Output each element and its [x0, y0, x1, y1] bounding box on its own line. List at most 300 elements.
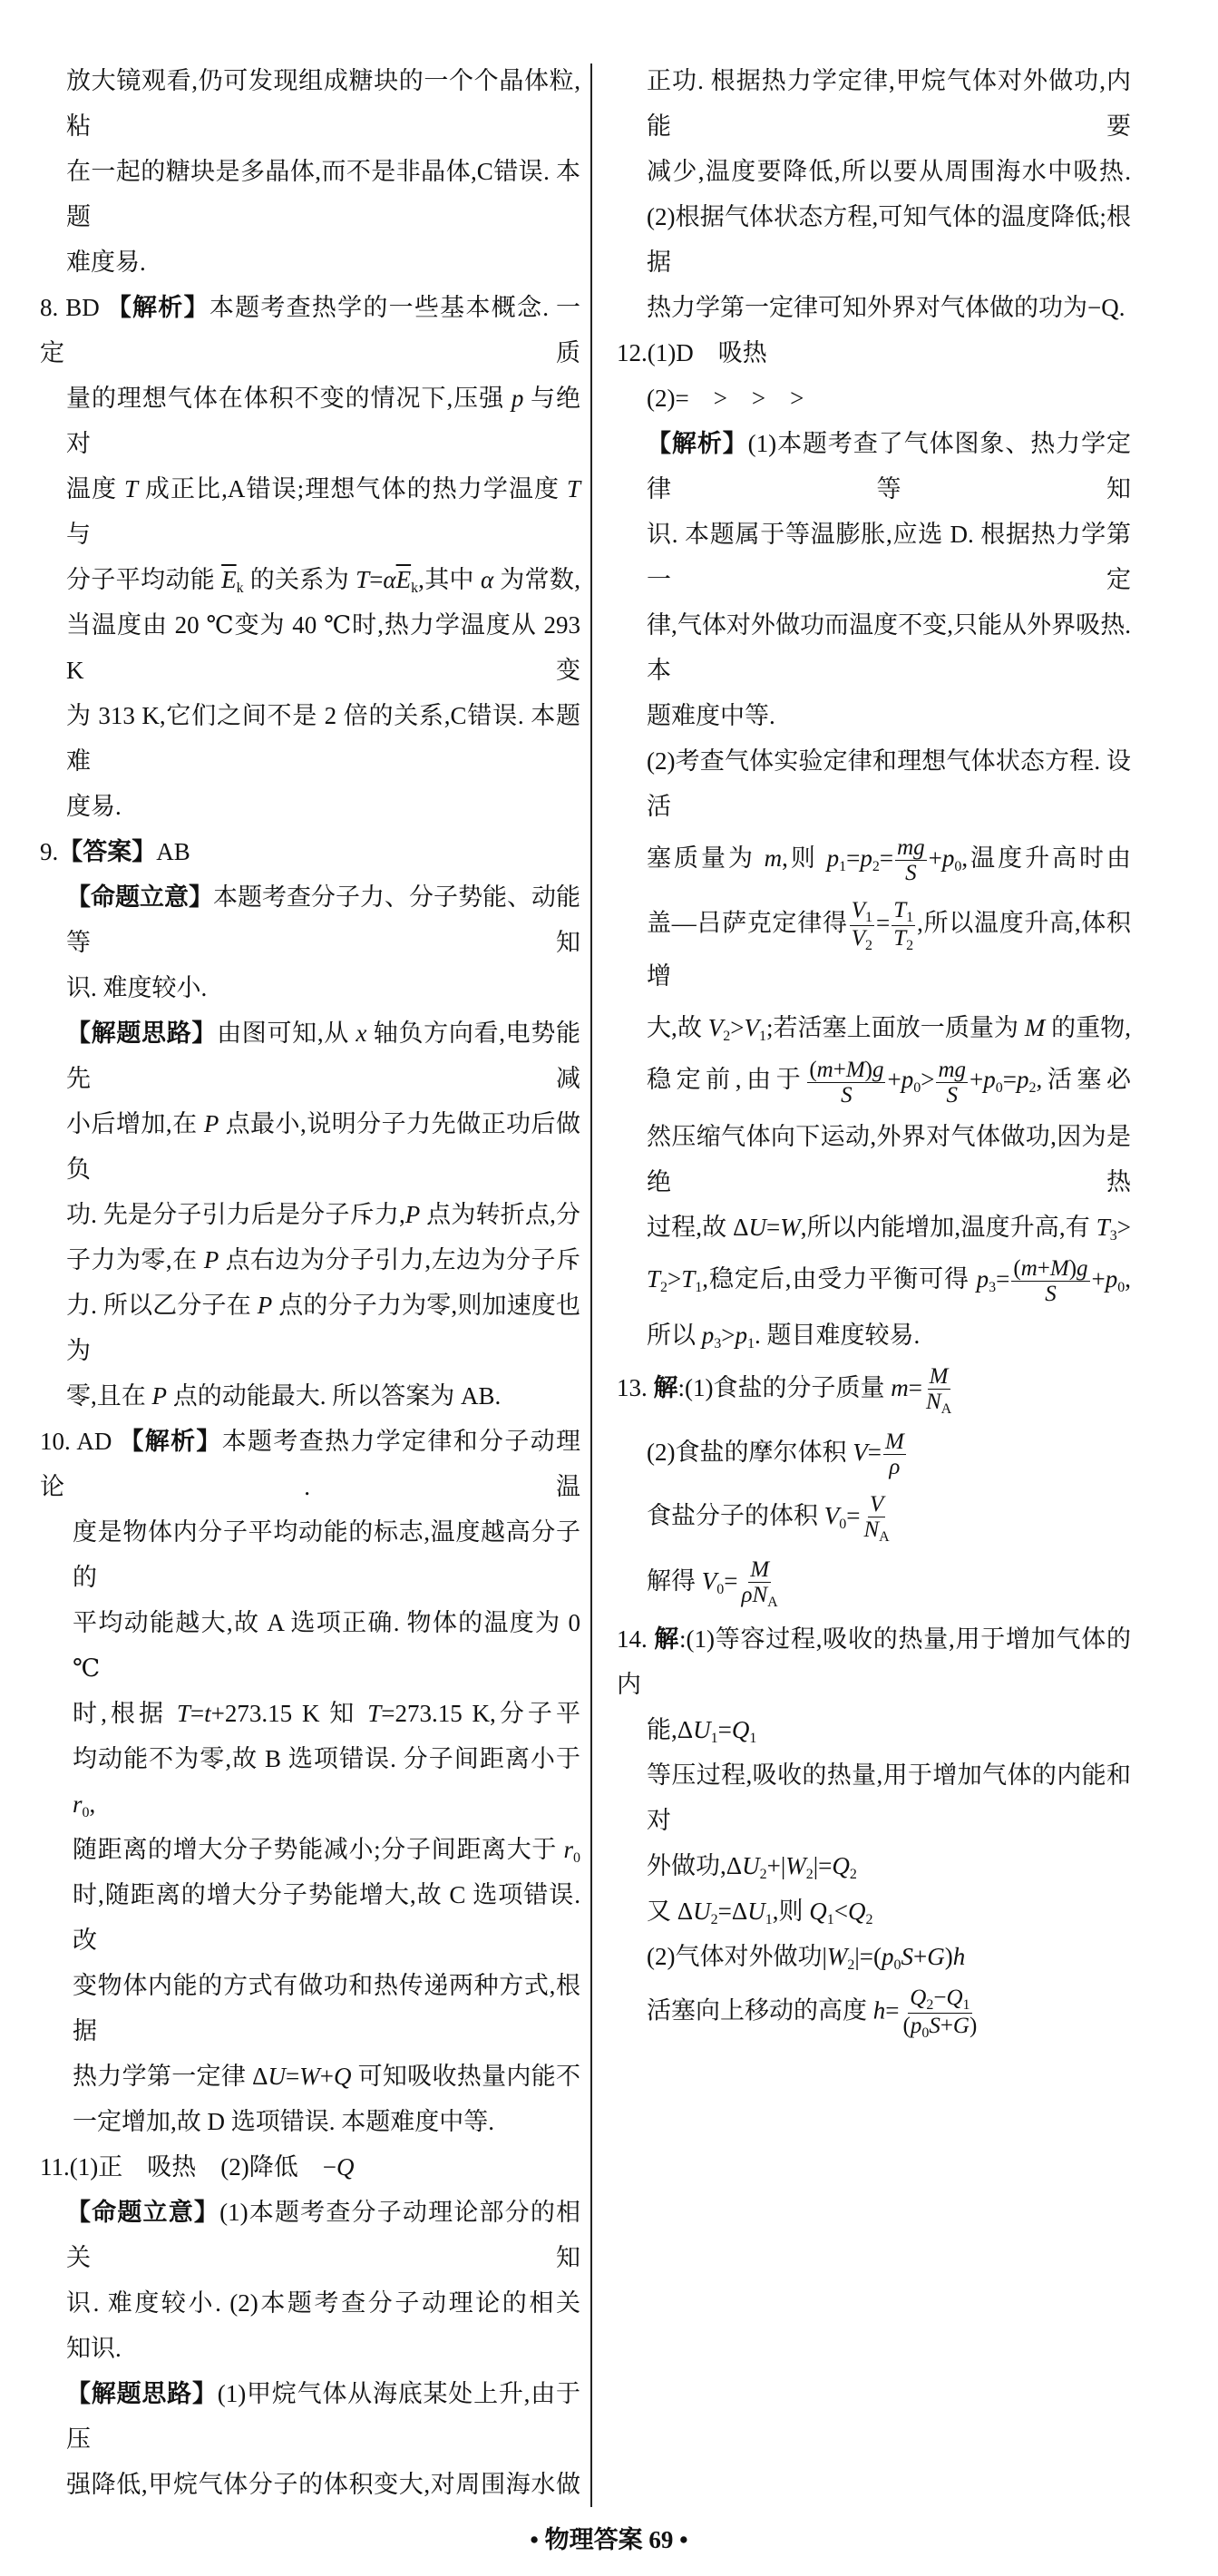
subscript: 2: [723, 1029, 731, 1045]
text-run: (1)甲烷气体从海底某处上升,由于压: [66, 2380, 581, 2453]
text-run: 温度: [66, 475, 125, 503]
text-run: 零,且在: [66, 1382, 152, 1410]
math-variable: M: [929, 1363, 949, 1389]
text-line: [647, 512, 1131, 602]
text-run: ,则: [772, 1898, 810, 1926]
text-line: [40, 1419, 580, 1509]
math-variable: mg: [897, 835, 925, 861]
math-variable: r: [563, 1836, 573, 1863]
subscript: 0: [82, 1805, 90, 1820]
subscript: 2: [759, 1867, 767, 1883]
math-variable: V: [823, 1502, 840, 1530]
subscript: k: [411, 581, 419, 596]
math-variable: p: [910, 2014, 922, 2039]
text-run: 分子平均动能: [66, 566, 222, 593]
subscript: 3: [1109, 1227, 1117, 1244]
math-variable: p: [882, 1943, 894, 1971]
text-run: 一定增加,故 D 选项错误. 本题难度中等.: [73, 2108, 494, 2135]
text-line: [40, 2144, 580, 2190]
text-run: (: [809, 1057, 817, 1082]
math-variable: p: [1016, 1066, 1029, 1094]
text-run: . 题目难度较易.: [754, 1321, 921, 1349]
subscript: 1: [758, 1029, 766, 1045]
text-run: 为常数,: [493, 566, 581, 593]
text-line: [617, 330, 1131, 376]
text-line: [647, 1752, 1131, 1843]
subscript: 2: [865, 1912, 873, 1928]
text-line: [66, 376, 580, 466]
subscript: 0: [716, 1582, 725, 1598]
text-run: ,稳定后,由受力平衡可得: [702, 1264, 977, 1293]
math-variable: p: [983, 1066, 996, 1094]
text-run: ): [1068, 1255, 1077, 1281]
section-tag: 解: [654, 1625, 680, 1654]
section-tag: 【命题立意】: [66, 2199, 220, 2226]
math-variable: p: [826, 844, 840, 872]
math-variable: T: [176, 1700, 190, 1727]
text-run: 本题考查分子力、分子势能、动能等知: [66, 883, 580, 956]
text-run: ,温度升高时由: [961, 844, 1132, 872]
text-run: 活塞向上移动的高度: [647, 1996, 873, 2025]
math-variable: S: [905, 861, 917, 886]
text-line: [66, 149, 580, 239]
math-variable: W: [299, 2063, 320, 2090]
text-run: >: [721, 1321, 736, 1349]
text-line: [66, 2462, 580, 2507]
math-variable: g: [872, 1057, 884, 1082]
subscript: k: [236, 581, 244, 596]
math-variable: Q: [910, 1986, 927, 2011]
text-run: +: [833, 1057, 846, 1082]
math-variable: M: [1024, 1014, 1046, 1042]
text-line: [66, 466, 580, 557]
text-run: 由图可知,从: [217, 1020, 356, 1047]
numerator: [895, 835, 927, 861]
math-variable: Q: [334, 2063, 352, 2090]
subscript: 2: [805, 1867, 814, 1883]
subscript: 2: [926, 1997, 934, 2014]
text-line: [647, 1707, 1131, 1752]
subscript: 2: [1028, 1080, 1037, 1097]
text-line: [66, 58, 580, 149]
text-run: 大,故: [647, 1014, 708, 1042]
math-variable: m: [1020, 1255, 1038, 1281]
subscript: 0: [893, 1957, 901, 1974]
subscript: 2: [906, 938, 914, 954]
subscript: A: [940, 1400, 952, 1417]
math-variable: h: [952, 1943, 966, 1971]
numerator: [883, 1429, 906, 1455]
page-footer: • 物理答案 69 •: [530, 2526, 688, 2553]
math-variable: V: [851, 898, 865, 923]
math-variable: p: [976, 1264, 989, 1293]
text-run: +: [1037, 1255, 1050, 1281]
text-line: [647, 1486, 1131, 1551]
math-variable: T: [566, 475, 581, 503]
text-run: =Δ: [717, 1898, 748, 1926]
text-run: +|: [766, 1852, 786, 1880]
column-divider: [590, 63, 592, 2507]
math-variable: V: [869, 1492, 884, 1517]
text-run: +: [887, 1066, 901, 1094]
text-run: ,所以温度升高,体积增: [647, 910, 1132, 990]
text-line: [66, 2371, 580, 2462]
math-variable: V: [851, 926, 865, 951]
subscript: 2: [660, 1279, 668, 1295]
text-run: >: [730, 1014, 745, 1042]
text-line: [66, 1010, 580, 1101]
text-run: <: [833, 1898, 848, 1926]
text-run: (: [1013, 1255, 1021, 1281]
text-line: [647, 194, 1131, 285]
math-variable: α: [480, 566, 494, 593]
text-line: [647, 149, 1131, 194]
math-variable: V: [744, 1014, 759, 1042]
text-run: 等压过程,吸收的热量,用于增加气体的内能和对: [647, 1761, 1131, 1835]
text-line: [66, 1373, 580, 1419]
text-run: 本题考查热学的一些基本概念. 一定质: [40, 294, 580, 366]
text-run: 8. BD: [40, 294, 107, 321]
text-run: 度易.: [66, 793, 122, 820]
math-variable: V: [853, 1438, 868, 1466]
text-run: (2)根据气体状态方程,可知气体的温度降低;根据: [647, 203, 1131, 276]
text-run: (2)食盐的摩尔体积: [647, 1438, 853, 1466]
text-run: ): [864, 1057, 872, 1082]
text-run: 时,根据: [73, 1700, 177, 1727]
text-run: >: [1116, 1213, 1131, 1241]
math-variable: T: [1096, 1213, 1110, 1241]
text-run: 律,气体对外做功而温度不变,只能从外界吸热. 本: [647, 611, 1131, 684]
text-line: [66, 1192, 580, 1237]
text-run: 力. 所以乙分子在: [66, 1292, 258, 1319]
text-line: [73, 1736, 580, 1827]
subscript: 1: [864, 910, 872, 926]
math-variable: G: [927, 1943, 945, 1971]
text-run: 然压缩气体向下运动,外界对气体做功,因为是绝热: [647, 1122, 1131, 1195]
math-variable: Q: [731, 1716, 750, 1744]
subscript: 1: [765, 1912, 773, 1928]
numerator: [908, 1986, 971, 2014]
text-line: [40, 285, 580, 376]
text-run: 识. 难度较小.: [66, 974, 208, 1001]
text-run: ): [969, 2014, 978, 2039]
math-variable: Q: [946, 1986, 963, 2011]
section-tag: 【解析】: [106, 294, 209, 321]
text-run: 的关系为: [243, 566, 356, 593]
text-run: +: [1091, 1264, 1106, 1293]
math-variable: M: [845, 1057, 865, 1082]
text-run: 点为转折点,分: [420, 1201, 580, 1228]
math-variable: ρN: [741, 1583, 768, 1608]
text-run: 14.: [617, 1625, 655, 1654]
text-run: 的重物,: [1045, 1014, 1131, 1042]
text-run: 减少,温度要降低,所以要从周围海水中吸热.: [647, 158, 1131, 185]
math-variable: p: [701, 1321, 715, 1349]
text-run: (2)= > > >: [647, 385, 804, 412]
math-variable: Q: [832, 1852, 850, 1880]
text-run: =: [885, 1996, 900, 2025]
text-line: [647, 1423, 1131, 1486]
subscript: 0: [839, 1517, 847, 1533]
text-run: 正功. 根据热力学定律,甲烷气体对外做功,内能要: [647, 67, 1131, 140]
text-run: +: [940, 2014, 953, 2039]
text-run: 变物体内能的方式有做功和热传递两种方式,根据: [73, 1972, 580, 2044]
section-tag: 【解析】: [647, 430, 748, 457]
text-run: =: [1002, 1066, 1017, 1094]
text-line: [647, 285, 1131, 330]
subscript: 2: [864, 938, 872, 954]
section-tag: 解: [653, 1374, 678, 1402]
math-variable: S: [841, 1082, 853, 1107]
text-run: 塞质量为: [647, 844, 765, 872]
text-run: 10. AD: [40, 1428, 120, 1455]
math-variable: P: [151, 1382, 167, 1410]
text-run: ,: [1125, 1264, 1131, 1293]
math-variable: U: [747, 1898, 765, 1926]
math-variable: N: [863, 1517, 880, 1543]
text-line: [617, 1358, 1131, 1423]
numerator: [807, 1058, 885, 1083]
subscript: 2: [872, 859, 880, 874]
numerator: [1011, 1256, 1089, 1282]
text-line: [66, 2190, 580, 2280]
text-run: 12.(1)D 吸热: [617, 339, 767, 366]
math-variable: V: [707, 1014, 724, 1042]
subscript: 0: [921, 2025, 930, 2042]
right-column: [617, 58, 1131, 2047]
math-variable: M: [884, 1429, 904, 1455]
text-run: 均动能不为零,故 B 选项错误. 分子间距离小于: [73, 1745, 580, 1772]
text-run: =: [879, 844, 894, 872]
subscript: 1: [962, 1997, 970, 2014]
subscript: 1: [695, 1279, 703, 1295]
text-run: (1)本题考查了气体图象、热力学定律等知: [647, 430, 1131, 503]
math-variable: p: [1105, 1264, 1118, 1293]
text-run: 轴负方向看,电势能先减: [66, 1020, 581, 1092]
text-run: >: [667, 1264, 682, 1293]
text-run: 外做功,Δ: [647, 1852, 743, 1880]
math-variable: P: [404, 1201, 421, 1228]
text-run: 平均动能越大,故 A 选项正确. 物体的温度为 0 ℃: [73, 1609, 580, 1682]
text-run: AB: [156, 838, 190, 865]
text-run: (2)气体对外做功|: [647, 1943, 827, 1971]
text-run: 题难度中等.: [647, 702, 775, 729]
text-run: :(1)等容过程,吸收的热量,用于增加气体的内: [617, 1625, 1132, 1699]
text-run: 9.: [40, 838, 59, 865]
text-run: +: [319, 2063, 335, 2090]
text-run: 为 313 K,它们之间不是 2 倍的关系,C错误. 本题难: [66, 702, 580, 775]
subscript: 0: [995, 1080, 1003, 1097]
math-variable: U: [693, 1716, 711, 1744]
text-run: 11.(1)正 吸热 (2)降低 −: [40, 2153, 336, 2181]
math-variable: U: [268, 2063, 287, 2090]
text-line: [647, 602, 1131, 693]
text-run: 食盐分子的体积: [647, 1502, 824, 1530]
section-tag: 【命题立意】: [66, 883, 213, 911]
math-variable: W: [785, 1852, 806, 1880]
math-variable: Q: [809, 1898, 827, 1926]
math-variable: ρ: [889, 1455, 901, 1480]
text-run: =: [846, 1502, 861, 1530]
subscript: 1: [839, 859, 847, 874]
text-run: =: [766, 1213, 781, 1241]
text-line: [647, 1205, 1131, 1250]
text-run: 知识.: [66, 2335, 122, 2362]
fraction: [807, 1058, 885, 1107]
math-variable: m: [764, 844, 783, 872]
math-variable: p: [511, 385, 524, 412]
fraction: [936, 1058, 968, 1107]
text-line: [66, 602, 580, 693]
text-line: [647, 1005, 1131, 1050]
text-run: 识. 难度较小. (2)本题考查分子动理论的相关: [66, 2289, 580, 2317]
text-line: [66, 239, 580, 285]
denominator: [862, 1517, 891, 1545]
text-run: 又 Δ: [647, 1898, 694, 1926]
text-line: [647, 829, 1131, 892]
text-run: |=: [813, 1852, 833, 1880]
text-line: [617, 1616, 1131, 1707]
math-variable: p: [735, 1321, 747, 1349]
text-run: =: [190, 1700, 205, 1727]
math-variable: U: [693, 1898, 711, 1926]
text-line: [73, 1691, 580, 1736]
text-run: 13.: [617, 1374, 654, 1402]
text-line: [647, 1312, 1131, 1358]
text-line: [73, 1963, 580, 2054]
numerator: [936, 1058, 968, 1083]
math-variable: h: [872, 1996, 886, 2025]
math-variable: x: [356, 1020, 367, 1047]
subscript: 1: [749, 1731, 757, 1747]
text-line: [647, 1050, 1131, 1113]
text-run: 随距离的增大分子势能减小;分子间距离大于: [73, 1836, 564, 1863]
numerator: [928, 1364, 950, 1390]
text-line: [66, 557, 580, 602]
text-run: 点的动能最大. 所以答案为 AB.: [167, 1382, 502, 1410]
numerator: [850, 898, 874, 926]
text-line: [66, 693, 580, 784]
subscript: 3: [714, 1335, 722, 1351]
subscript: 2: [849, 1867, 857, 1883]
text-line: [66, 1283, 580, 1373]
math-variable: P: [203, 1246, 219, 1273]
text-run: |=(: [854, 1943, 882, 1971]
text-line: [66, 965, 580, 1010]
text-run: 可知吸收热量内能不: [351, 2063, 580, 2090]
subscript: A: [879, 1529, 890, 1546]
text-run: +: [913, 1943, 928, 1971]
text-run: 热力学第一定律可知外界对气体做的功为−Q.: [647, 294, 1125, 321]
text-run: =273.15 K,分子平: [381, 1700, 580, 1727]
text-line: [647, 1114, 1131, 1205]
math-variable: T: [647, 1264, 661, 1293]
text-line: [647, 1888, 1131, 1934]
text-run: +: [928, 844, 942, 872]
text-run: +: [970, 1066, 984, 1094]
text-line: [73, 2054, 580, 2099]
text-run: 功. 先是分子引力后是分子斥力,: [66, 1201, 405, 1228]
text-run: 强降低,甲烷气体分子的体积变大,对周围海水做: [66, 2471, 580, 2498]
text-run: =: [717, 1716, 732, 1744]
fraction: [883, 1429, 906, 1479]
text-run: 度是物体内分子平均动能的标志,温度越高分子的: [73, 1518, 580, 1591]
fraction: [1011, 1256, 1089, 1306]
text-line: [647, 738, 1131, 829]
denominator: [903, 861, 919, 885]
math-variable: Q: [336, 2153, 355, 2181]
subscript: 1: [710, 1731, 718, 1747]
text-run: (: [902, 2014, 911, 2039]
text-line: [66, 2326, 580, 2371]
section-tag: 【解析】: [119, 1428, 222, 1455]
text-line: [647, 1250, 1131, 1312]
text-run: (1)本题考查分子动理论部分的相关知: [66, 2199, 581, 2271]
numerator: [892, 898, 915, 926]
math-variable: U: [748, 1213, 767, 1241]
text-run: 过程,故 Δ: [647, 1213, 749, 1241]
math-variable: T: [367, 1700, 382, 1727]
denominator: [944, 1083, 960, 1107]
denominator: [901, 2014, 979, 2041]
overline-variable: $\overline{E}$: [221, 566, 237, 593]
math-variable: m: [816, 1057, 833, 1082]
subscript: 2: [710, 1912, 718, 1928]
text-line: [647, 376, 1131, 421]
math-variable: M: [750, 1557, 770, 1583]
numerator: [868, 1492, 885, 1517]
text-run: 所以: [647, 1321, 702, 1349]
text-run: 解得: [647, 1567, 702, 1595]
math-variable: W: [780, 1213, 801, 1241]
section-tag: 【解题思路】: [66, 2380, 218, 2407]
math-variable: T: [124, 475, 139, 503]
text-line: [66, 2280, 580, 2326]
text-run: 识. 本题属于等温膨胀,应选 D. 根据热力学第一定: [647, 521, 1131, 593]
overline-variable: $\overline{E}$: [395, 566, 412, 593]
math-variable: T: [681, 1264, 696, 1293]
section-tag: 【解题思路】: [66, 1020, 218, 1047]
fraction: [892, 898, 915, 953]
subscript: 1: [746, 1335, 755, 1351]
text-line: [647, 1979, 1131, 2047]
math-variable: S: [929, 2014, 940, 2039]
subscript: 0: [573, 1850, 580, 1866]
text-run: ,其中: [418, 566, 481, 593]
text-run: =: [908, 1374, 922, 1402]
subscript: 1: [906, 910, 914, 926]
math-variable: M: [1049, 1255, 1069, 1281]
math-variable: T: [356, 566, 370, 593]
math-variable: S: [946, 1082, 958, 1107]
text-run: 盖—吕萨克定律得: [647, 910, 848, 937]
text-line: [647, 58, 1131, 149]
subscript: 2: [847, 1957, 855, 1974]
denominator: [850, 926, 874, 953]
text-line: [66, 784, 580, 829]
fraction: [739, 1557, 779, 1610]
math-variable: m: [891, 1374, 909, 1402]
text-run: 当温度由 20 ℃变为 40 ℃时,热力学温度从 293 K 变: [66, 611, 580, 684]
text-run: 与绝对: [66, 385, 581, 457]
math-variable: V: [701, 1567, 717, 1595]
subscript: 3: [989, 1279, 997, 1295]
fraction: [862, 1492, 891, 1545]
text-run: 小后增加,在: [66, 1110, 204, 1137]
fraction: [895, 835, 927, 885]
text-run: ,所以内能增加,温度升高,有: [800, 1213, 1096, 1241]
math-variable: r: [73, 1791, 83, 1818]
